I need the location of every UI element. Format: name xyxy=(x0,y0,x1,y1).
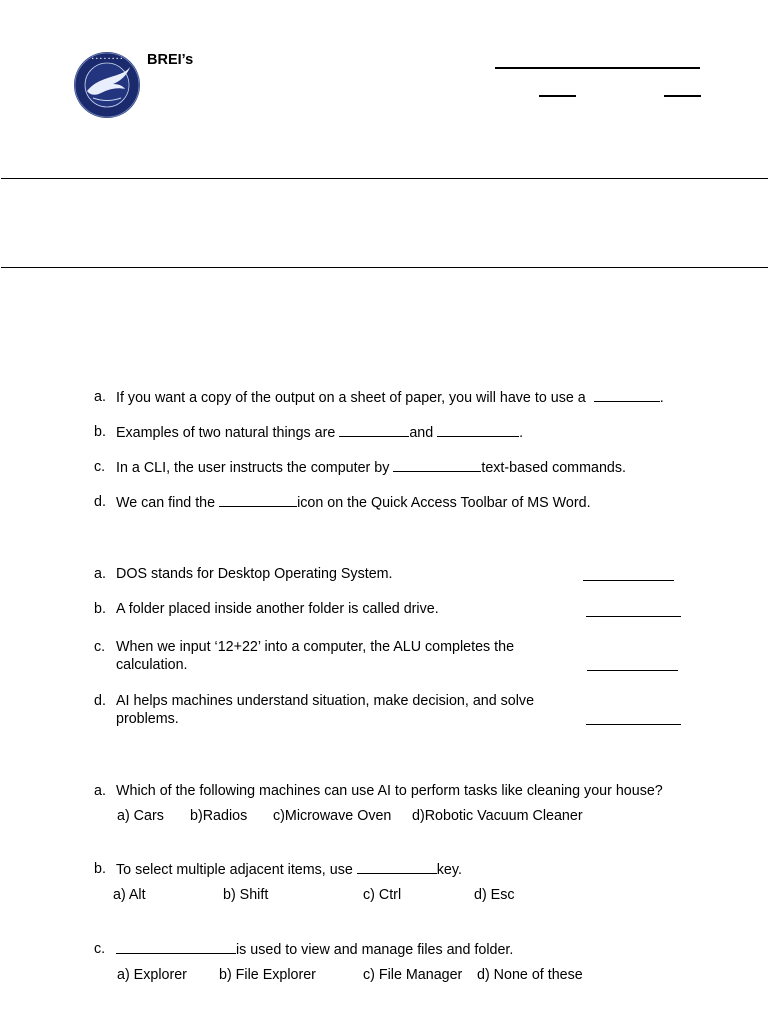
answer-line[interactable] xyxy=(587,670,678,671)
option[interactable]: b)Radios xyxy=(190,808,248,824)
option[interactable]: d)Robotic Vacuum Cleaner xyxy=(412,808,583,824)
option[interactable]: d) Esc xyxy=(474,887,515,903)
school-crest-icon xyxy=(73,51,141,119)
blank[interactable] xyxy=(116,940,236,954)
blank[interactable] xyxy=(437,423,519,437)
option[interactable]: b) File Explorer xyxy=(219,967,316,983)
blank[interactable] xyxy=(219,493,297,507)
option[interactable]: c)Microwave Oven xyxy=(273,808,392,824)
blank[interactable] xyxy=(594,388,660,402)
answer-line[interactable] xyxy=(583,580,674,581)
answer-line[interactable] xyxy=(586,616,681,617)
blank[interactable] xyxy=(393,458,481,472)
header-rule-bottom xyxy=(1,267,768,268)
section-line xyxy=(664,95,701,97)
option[interactable]: c) File Manager xyxy=(363,967,463,983)
option[interactable]: d) None of these xyxy=(477,967,583,983)
school-name: BREI’s xyxy=(147,52,194,68)
option[interactable]: a) Cars xyxy=(117,808,164,824)
option[interactable]: b) Shift xyxy=(223,887,269,903)
blank[interactable] xyxy=(339,423,409,437)
name-line xyxy=(495,67,700,69)
class-line xyxy=(539,95,576,97)
svg-text:• • • • • • • •: • • • • • • • • xyxy=(91,57,123,62)
s2-question-c-cont: calculation. xyxy=(116,657,188,673)
answer-line[interactable] xyxy=(586,724,681,725)
header-rule-top xyxy=(1,178,768,179)
option[interactable]: a) Explorer xyxy=(117,967,187,983)
blank[interactable] xyxy=(357,860,437,874)
s2-question-d-cont: problems. xyxy=(116,711,179,727)
option[interactable]: a) Alt xyxy=(113,887,146,903)
option[interactable]: c) Ctrl xyxy=(363,887,402,903)
